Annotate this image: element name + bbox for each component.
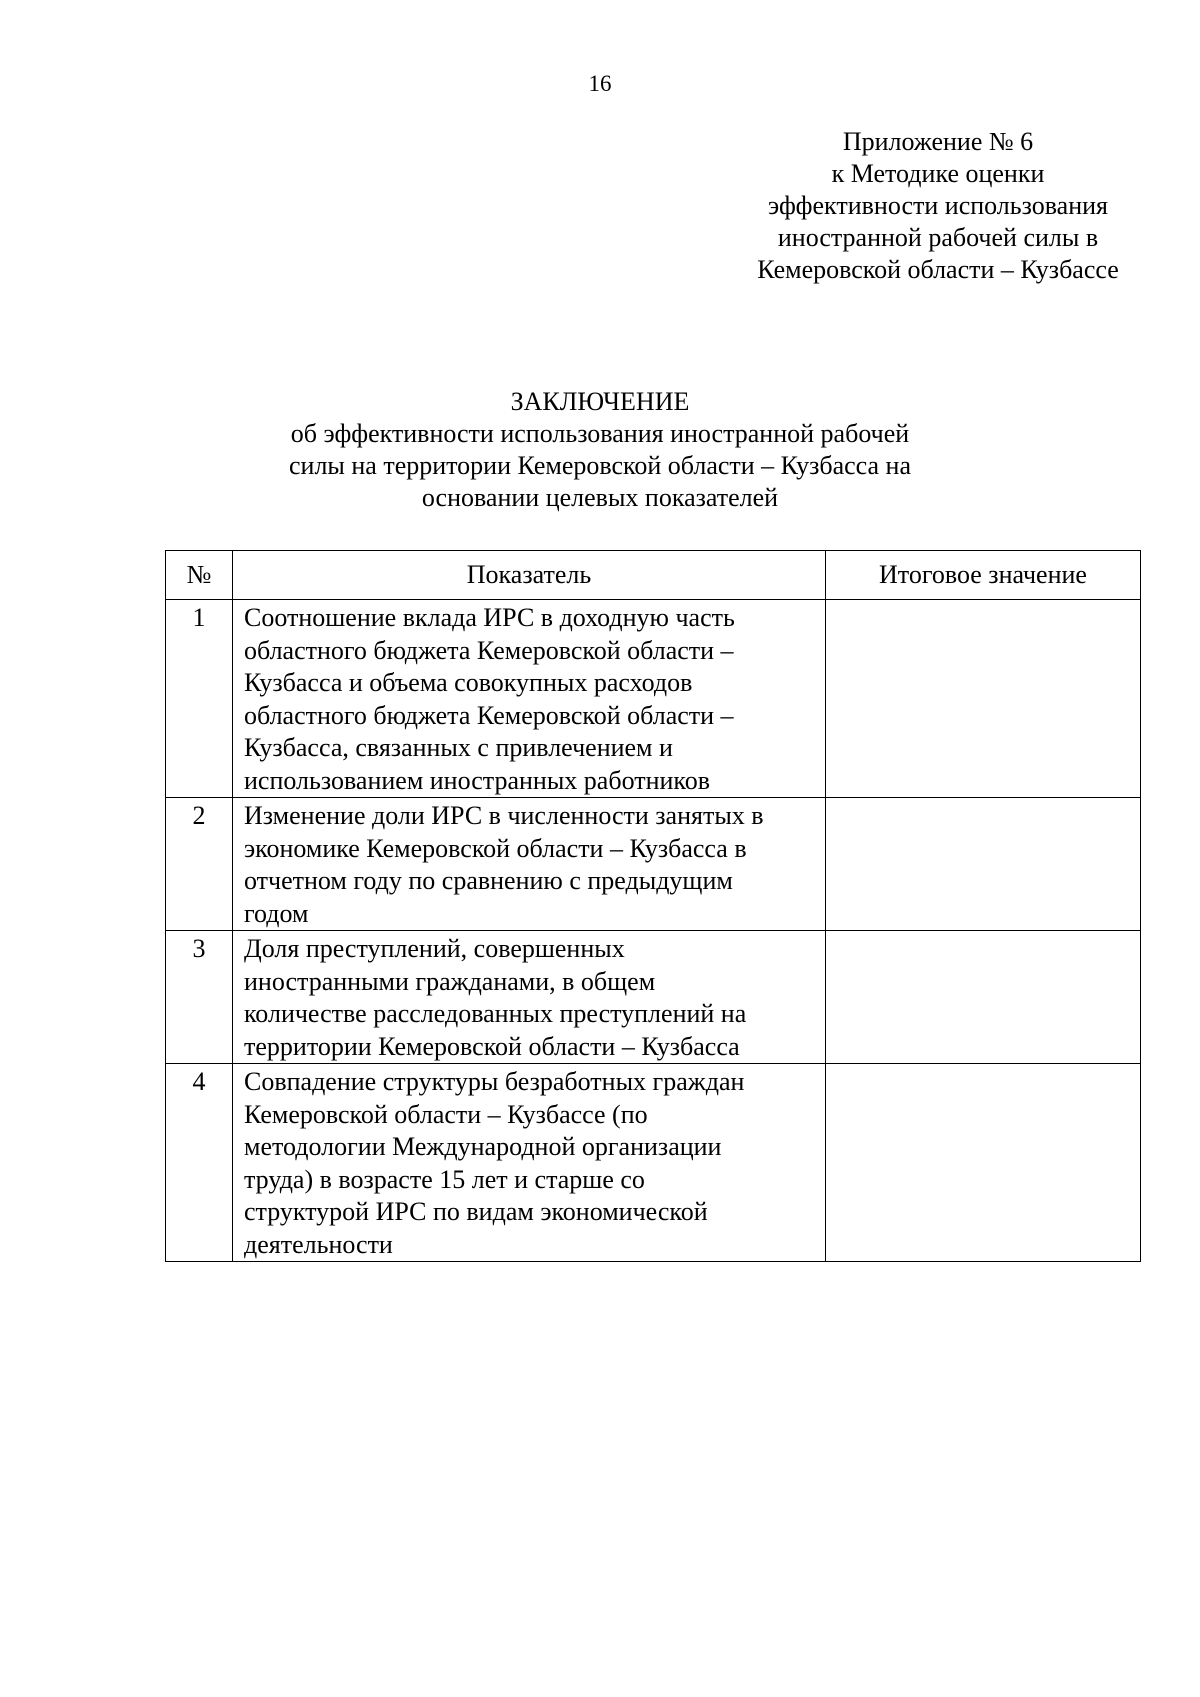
final-value-cell <box>826 1064 1141 1262</box>
page-number: 16 <box>588 71 612 96</box>
indicator-line: территории Кемеровской области – Кузбасса <box>244 1031 740 1061</box>
indicator-cell <box>233 600 826 798</box>
row-number: 3 <box>166 931 233 1064</box>
row-number: 1 <box>166 600 233 798</box>
indicator-line: количестве расследованных преступлений на <box>244 999 747 1028</box>
indicator-line: Соотношение вклада ИРС в доходную часть <box>244 603 735 632</box>
indicator-line: Изменение доли ИРС в численности занятых в <box>244 801 764 830</box>
indicator-line: Кузбасса, связанных с привлечением и <box>244 733 673 762</box>
indicator-line: отчетном году по сравнению с предыдущим <box>244 866 733 895</box>
indicator-line: Совпадение структуры безработных граждан <box>244 1067 745 1096</box>
table-row <box>166 1064 1141 1262</box>
header-number: № <box>166 551 233 600</box>
final-value-cell <box>826 798 1141 931</box>
indicator-line: Кузбасса и объема совокупных расходов <box>244 668 693 697</box>
appendix-line: Приложение № 6 <box>842 127 1034 156</box>
indicator-line: Кемеровской области – Кузбассе (по <box>244 1099 648 1129</box>
indicator-cell <box>233 798 826 931</box>
indicator-line: иностранными гражданами, в общем <box>244 966 656 996</box>
indicator-line: экономике Кемеровской области – Кузбасса в <box>244 833 747 863</box>
header-final-value: Итоговое значение <box>826 551 1141 600</box>
indicator-line: Доля преступлений, совершенных <box>244 934 625 963</box>
table-row <box>166 931 1141 1064</box>
row-number: 2 <box>166 798 233 931</box>
table-row <box>166 798 1141 931</box>
title-subtitle-line: силы на территории Кемеровской области – Кузбасса на <box>288 451 912 480</box>
indicator-cell <box>233 931 826 1064</box>
appendix-line: иностранной рабочей силы в <box>777 223 1099 252</box>
appendix-line: к Методике оценки <box>831 159 1045 188</box>
table-header-row <box>166 551 1141 600</box>
indicators-table <box>165 550 1141 1262</box>
appendix-line: эффективности использования <box>767 191 1109 220</box>
appendix-line: Кемеровской области – Кузбассе <box>757 255 1119 284</box>
title-subtitle-line: об эффективности использования иностранной рабочей <box>290 419 910 448</box>
title-heading: ЗАКЛЮЧЕНИЕ <box>510 387 690 416</box>
appendix-reference <box>700 126 1176 286</box>
final-value-cell <box>826 600 1141 798</box>
indicator-line: областного бюджета Кемеровской области – <box>244 635 734 665</box>
table-row <box>166 600 1141 798</box>
final-value-cell <box>826 931 1141 1064</box>
indicator-cell <box>233 1064 826 1262</box>
row-number: 4 <box>166 1064 233 1262</box>
indicator-line: деятельности <box>244 1229 393 1259</box>
title-subtitle-line: основании целевых показателей <box>421 483 779 512</box>
indicator-line: годом <box>244 898 309 928</box>
indicator-line: методологии Международной организации <box>244 1132 722 1161</box>
indicator-line: областного бюджета Кемеровской области – <box>244 700 734 730</box>
indicator-line: использованием иностранных работников <box>244 765 711 795</box>
indicator-line: структурой ИРС по видам экономической <box>244 1197 708 1226</box>
indicator-line: труда) в возрасте 15 лет и старше со <box>244 1164 645 1194</box>
header-indicator: Показатель <box>233 551 826 600</box>
document-title <box>0 386 1200 514</box>
